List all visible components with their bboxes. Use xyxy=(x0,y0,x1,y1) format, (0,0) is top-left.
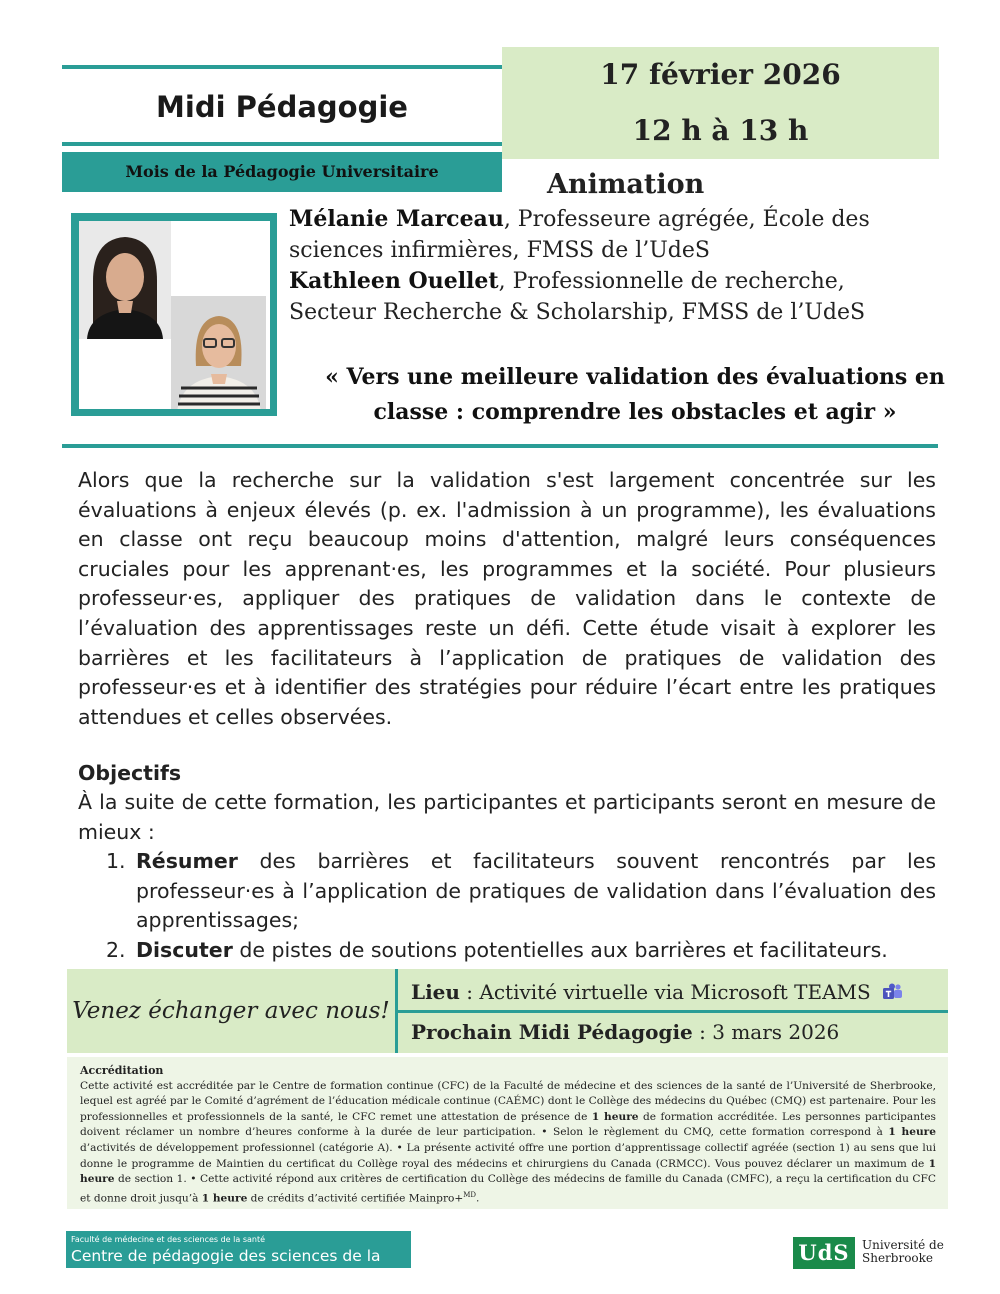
animation-heading: Animation xyxy=(547,169,705,200)
uds-logo: UdS xyxy=(793,1237,855,1269)
talk-title xyxy=(295,360,975,430)
talk-title-line-2: classe : comprendre les obstacles et agir » xyxy=(373,399,897,425)
teams-icon xyxy=(883,980,903,998)
speaker-2-name: Kathleen Ouellet xyxy=(289,268,499,294)
faculty-logo xyxy=(66,1231,411,1285)
trademark-superscript: MD xyxy=(463,1190,477,1199)
speaker-1-role-line2: sciences infirmières, FMSS de l’UdeS xyxy=(289,238,710,263)
speaker-2-role: , Professionnelle de recherche, xyxy=(498,269,845,294)
date-box xyxy=(502,47,939,159)
title-rule-top xyxy=(62,65,502,69)
accreditation-part: d’activités de développement professionnel (catégorie A). • La présente activité offre une portion d’apprentissage collectif agréée (section 1) au sens que lui donne le programme de Maintien du certificat du Collège royal des médecins et chirurgiens du Canada (CRMCC). Vous pouvez déclarer un maximum de xyxy=(80,1141,936,1170)
center-name: Centre de pédagogie des sciences de la santé xyxy=(71,1247,381,1285)
accreditation-part: de section 1. • Cette activité répond aux critères de certification du Collège des médecins de famille du Canada (CMFC), a reçu la certification du CFC et donne droit jusqu’à xyxy=(80,1173,936,1205)
location-line xyxy=(411,978,903,1006)
university-name-line-1: Université de xyxy=(862,1238,944,1252)
accreditation-text xyxy=(80,1063,936,1207)
next-session-label: Prochain Midi Pédagogie xyxy=(411,1020,693,1044)
list-item xyxy=(78,847,936,936)
list-item-bold: Discuter xyxy=(136,937,233,962)
section-divider xyxy=(62,444,938,448)
list-item-bold: Résumer xyxy=(136,849,238,873)
talk-title-line-1: « Vers une meilleure validation des évaluations en xyxy=(325,364,945,390)
objectives-intro: À la suite de cette formation, les participantes et participants seront en mesure de mieux : xyxy=(78,790,936,844)
event-time: 12 h à 13 h xyxy=(632,114,809,147)
subtitle-banner: Mois de la Pédagogie Universitaire xyxy=(62,152,502,192)
accreditation-hours: 1 heure xyxy=(201,1192,248,1205)
next-session-line xyxy=(411,1018,839,1046)
objectives-list xyxy=(78,847,936,965)
location-label: Lieu xyxy=(411,980,460,1004)
speaker-2-role-line2: Secteur Recherche & Scholarship, FMSS de l’UdeS xyxy=(289,300,866,325)
list-item-number: 1. xyxy=(106,849,126,873)
speakers-block xyxy=(289,204,899,328)
speaker-photo-1 xyxy=(79,221,171,339)
speaker-1-role: , Professeure agrégée, École des xyxy=(503,207,870,232)
objectives-heading: Objectifs xyxy=(78,761,182,785)
event-date: 17 février 2026 xyxy=(600,58,841,91)
accreditation-hours: 1 heure xyxy=(591,1110,639,1123)
university-name xyxy=(862,1239,944,1265)
speaker-2 xyxy=(289,266,899,328)
info-divider-horizontal xyxy=(398,1010,948,1013)
speaker-photo-2 xyxy=(171,296,266,409)
speaker-photos xyxy=(79,221,270,409)
accreditation-part: de formation accréditée. Les personnes participantes doivent réclamer un nombre d’heures conforme à la durée de leur participation. • Selon le règlement du CMQ, cette formation correspond à xyxy=(80,1110,936,1139)
list-item-number: 2. xyxy=(106,937,126,962)
location-value: : Activité virtuelle via Microsoft TEAMS xyxy=(459,980,871,1004)
accreditation-heading: Accréditation xyxy=(80,1064,164,1077)
list-item-text: de pistes de soutions potentielles aux barrières et facilitateurs. xyxy=(232,937,888,962)
abstract-paragraph: Alors que la recherche sur la validation s'est largement concentrée sur les évaluations à enjeux élevés (p. ex. l'admission à un programme), les évaluations en classe ont reçu beaucoup moins d'attention, malgré leurs conséquences cruciales pour les apprenant·es, les programmes et la société. Pour plusieurs professeur·es, appliquer des pratiques de validation dans le contexte de l’évaluation des apprentissages reste un défi. Cette étude visait à explorer les barrières et les facilitateurs à l’application de pratiques de validation des professeur·es et à identifier des stratégies pour réduire l’écart entre les pratiques attendues et celles observées. xyxy=(78,468,936,729)
page-title: Midi Pédagogie xyxy=(156,90,408,124)
slogan: Venez échanger avec nous! xyxy=(72,998,390,1024)
speaker-1 xyxy=(289,204,899,266)
accreditation-hours: 1 heure xyxy=(888,1126,937,1139)
speaker-1-name: Mélanie Marceau xyxy=(289,206,504,232)
title-rule-bottom xyxy=(62,142,502,146)
accreditation-part: Cette activité est accréditée par le Centre de formation continue (CFC) de la Faculté de médecine et des sciences de la santé de l’Université de Sherbrooke, lequel est agréé par le Comité d’agrément de l’éducation médicale continue (CAÉMC) dont le Collège des médecins du Québec (CMQ) est partenaire. Pour les professionnelles et professionnels de la santé, le CFC remet une attestation de présence de xyxy=(80,1079,936,1123)
list-item-text: des barrières et facilitateurs souvent rencontrés par les professeur·es à l’application de pratiques de validation dans l’évaluation des apprentissages; xyxy=(136,849,936,933)
university-name-line-2: Sherbrooke xyxy=(862,1251,934,1265)
accreditation-part: de crédits d’activité certifiée Mainpro+ xyxy=(247,1192,464,1205)
faculty-name: Faculté de médecine et des sciences de la santé xyxy=(71,1235,266,1244)
accreditation-part: . xyxy=(476,1192,480,1205)
accreditation-hours: 1 heure xyxy=(80,1157,936,1186)
next-session-date: : 3 mars 2026 xyxy=(692,1020,840,1044)
list-item xyxy=(78,936,936,966)
